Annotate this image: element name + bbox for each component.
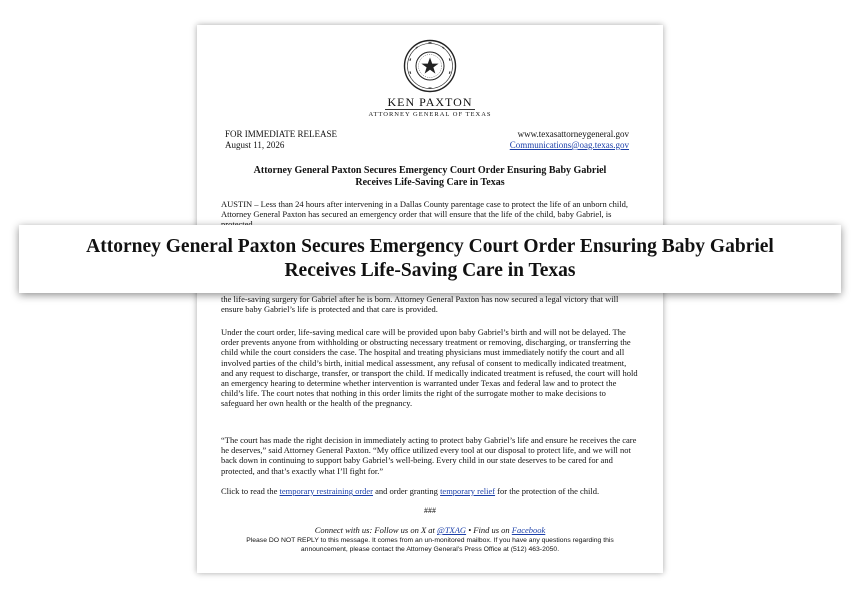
body-paragraph-3: Under the court order, life-saving medical care will be provided upon baby Gabriel’s birth and will not be delayed. The order prevents anyone from withholding or obstructing necessary treatment or removing, discharging, or transferring the child while the court considers the case. The hospital and treating physicians must immediately notify the court and all involved parties of the child’s birth, initial medical assessment, any refusal of consent to medically indicated treatment, and any request to discharge, transfer, or transport the child. If medically indicated treatment is refused, the court will hold an emergency hearing to determine whether intervention is warranted under Texas and federal law and to protect the child’s life. The court notes that nothing in this order limits the right of the surrogate mother to make decisions to safeguard her own health or the health of the pregnancy. [221,327,638,409]
notice-line-2: announcement, please contact the Attorney General’s Press Office at (512) 463-2050. [300,546,560,553]
documents-mid-text: and order granting [373,486,441,496]
body-paragraph-1: AUSTIN – Less than 24 hours after intervening in a Dallas County parentage case to protect the life of an unborn child, Attorney General Paxton has secured an emergency order that will ensure that the life of the child, baby Gabriel, is [221,199,628,220]
email-link[interactable]: Communications@oag.texas.gov [509,140,629,150]
body-paragraph-2: the life-saving surgery for Gabriel after he is born. Attorney General Paxton has now secured a legal victory that will ensure baby Gabriel’s life is protected and that care is provided. [221,294,619,315]
connect-text: Connect with us: Follow us on X at [314,525,437,535]
do-not-reply-notice [217,536,643,554]
quote-paragraph: “The court has made the right decision in immediately acting to protect baby Gabriel’s life and ensure he receives the care he deserves,” said Attorney General Paxton. “My office utilized every tool at our disposal to protect life, and we will not back down in continuing to support baby Gabriel’s well-being. Every child in our state deserves to be cared for and protected, and that’s exactly what I’ll fight for.” [221,435,637,476]
press-release-headline [217,165,643,189]
banner-line-2: Receives Life-Saving Care in Texas [284,260,576,281]
documents-intro-text: Click to read the [221,486,280,496]
documents-end-text: for the protection of the child. [495,486,600,496]
end-marker: ### [424,506,436,515]
connect-separator-text: • Find us on [466,525,512,535]
release-info [225,129,337,151]
contact-info [510,129,629,151]
zoomed-headline-banner [19,225,841,293]
x-handle-link[interactable]: @TXAG [437,525,467,535]
documents-paragraph [221,486,639,496]
social-connect-line [197,525,663,535]
letterhead-divider [385,109,475,110]
attorney-general-title: ATTORNEY GENERAL OF TEXAS [368,111,492,118]
restraining-order-link[interactable]: temporary restraining order [279,486,374,496]
headline-line-1: Attorney General Paxton Secures Emergency Court Order Ensuring Baby Gabriel [253,165,607,176]
notice-line-1: Please DO NOT REPLY to this message. It comes from an un-monitored mailbox. If you have any questions regarding this [246,537,614,544]
facebook-link[interactable]: Facebook [511,525,546,535]
release-label: FOR IMMEDIATE RELEASE [225,129,337,139]
attorney-general-name: KEN PAXTON [387,95,473,109]
attorney-general-seal-icon [403,39,457,93]
press-release-page [197,25,663,573]
headline-line-2: Receives Life-Saving Care in Texas [355,177,505,188]
release-date: August 11, 2026 [225,140,285,150]
banner-line-1: Attorney General Paxton Secures Emergency Court Order Ensuring Baby Gabriel [86,236,774,257]
temporary-relief-link[interactable]: temporary relief [440,486,496,496]
website-text: www.texasattorneygeneral.gov [517,129,629,139]
